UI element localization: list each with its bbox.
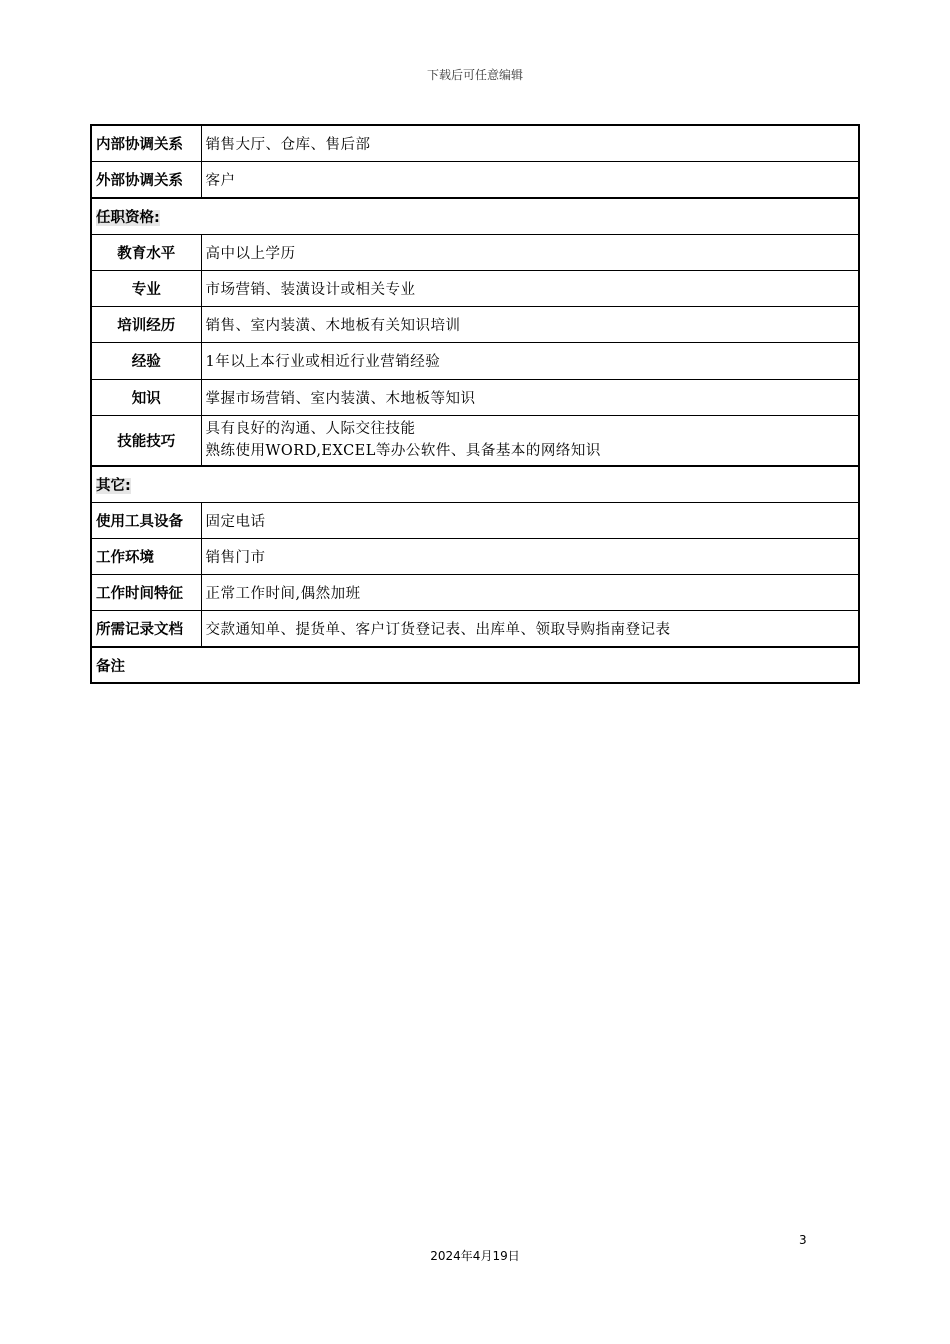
section-header (91, 198, 859, 234)
training-label: 培训经历 (91, 306, 201, 342)
environment-label: 工作环境 (91, 538, 201, 574)
table-row (91, 125, 859, 161)
table-row (91, 610, 859, 647)
experience-value: 1年以上本行业或相近行业营销经验 (201, 342, 859, 379)
worktime-label: 工作时间特征 (91, 574, 201, 610)
page-header: 下载后可任意编辑 (426, 68, 523, 82)
skills-value (201, 415, 859, 466)
knowledge-value: 掌握市场营销、室内装潢、木地板等知识 (201, 379, 859, 415)
skills-line-2: 熟练使用WORD,EXCEL等办公软件、具备基本的网络知识 (205, 443, 601, 460)
table-row (91, 415, 859, 466)
table-row (91, 234, 859, 270)
knowledge-label: 知识 (91, 379, 201, 415)
table-row (91, 647, 859, 683)
training-value: 销售、室内装潢、木地板有关知识培训 (201, 306, 859, 342)
documents-label: 所需记录文档 (91, 610, 201, 647)
table-row (91, 306, 859, 342)
table-row (91, 466, 859, 502)
skills-label: 技能技巧 (91, 415, 201, 466)
internal-coordination-value: 销售大厅、仓库、售后部 (201, 125, 859, 161)
table-row (91, 342, 859, 379)
tools-value: 固定电话 (201, 502, 859, 538)
education-value: 高中以上学历 (201, 234, 859, 270)
table-row (91, 538, 859, 574)
external-coordination-label: 外部协调关系 (91, 161, 201, 198)
external-coordination-value: 客户 (201, 161, 859, 198)
worktime-value: 正常工作时间,偶然加班 (201, 574, 859, 610)
major-label: 专业 (91, 270, 201, 306)
documents-value: 交款通知单、提货单、客户订货登记表、出库单、领取导购指南登记表 (201, 610, 859, 647)
table-row (91, 379, 859, 415)
tools-label: 使用工具设备 (91, 502, 201, 538)
education-label: 教育水平 (91, 234, 201, 270)
table-row (91, 161, 859, 198)
major-value: 市场营销、装潢设计或相关专业 (201, 270, 859, 306)
footer-date: 2024年4月19日 (430, 1249, 520, 1263)
skills-line-1: 具有良好的沟通、人际交往技能 (205, 421, 416, 438)
table-row (91, 574, 859, 610)
page-number: 3 (799, 1233, 807, 1247)
internal-coordination-label: 内部协调关系 (91, 125, 201, 161)
job-description-table (90, 124, 860, 684)
table-row (91, 502, 859, 538)
remarks-label: 备注 (91, 647, 859, 683)
other-title: 其它: (96, 477, 131, 494)
environment-value: 销售门市 (201, 538, 859, 574)
table-row (91, 270, 859, 306)
table-row (91, 198, 859, 234)
section-header (91, 466, 859, 502)
qualifications-title: 任职资格: (96, 209, 160, 226)
experience-label: 经验 (91, 342, 201, 379)
